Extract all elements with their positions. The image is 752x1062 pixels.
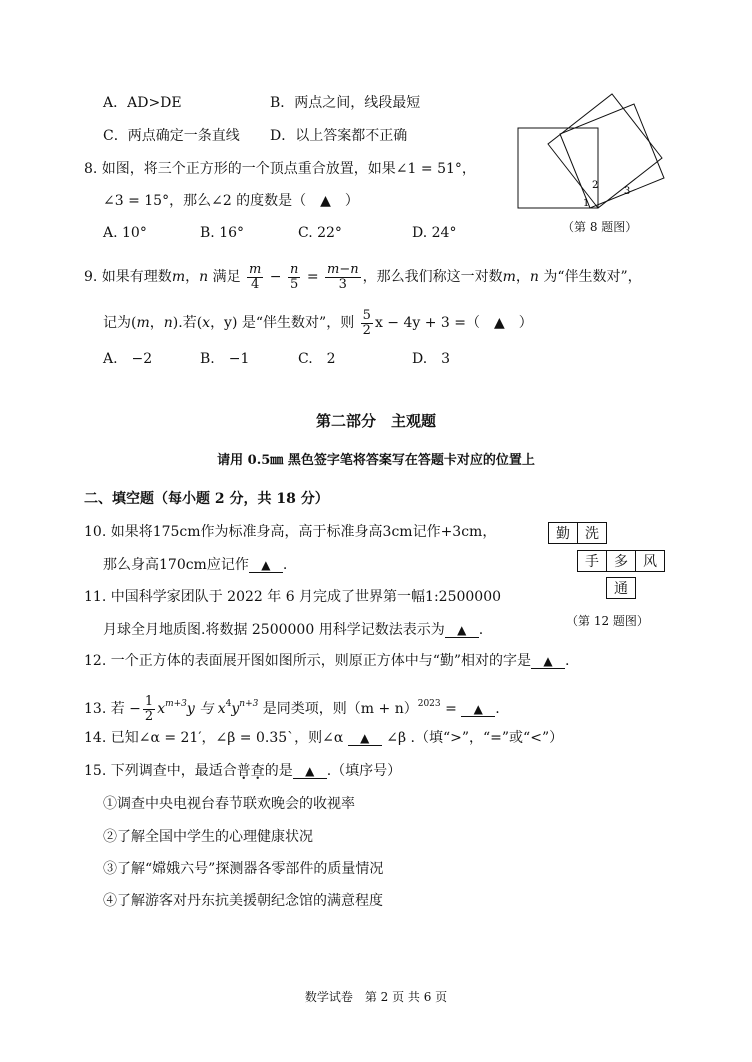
q11-answer-blank: ▲ xyxy=(445,623,479,638)
q14-answer-blank: ▲ xyxy=(348,731,382,746)
q9-stem-line2: 记为(m，n).若(x，y) 是“伴生数对”，则 $\frac{5}{2}$ x − 4y + 3 =（ ▲ ） xyxy=(103,307,533,338)
q8-figure-caption: （第 8 题图） xyxy=(562,220,638,234)
q15-item-3: ③了解“嫦娥六号”探测器各零部件的质量情况 xyxy=(103,861,384,877)
q10-stem-line1: 10. 如果将175cm作为标准身高，高于标准身高3cm记作+3cm， xyxy=(84,524,497,540)
q8-label-2: 2 xyxy=(592,180,599,191)
net-cell: 手 xyxy=(577,550,607,572)
q8-option-c: C. 22° xyxy=(298,225,342,241)
q8-square-1 xyxy=(518,128,598,208)
part2-instruction: 请用 0.5㎜ 黑色签字笔将答案写在答题卡对应的位置上 xyxy=(217,453,535,468)
q13-fraction: $\frac{1}{2}$ xyxy=(144,693,154,724)
q14-stem: 14. 已知∠α = 21′，∠β = 0.35`，则∠α ▲ ∠β .（填“>”，“=”或“<”） xyxy=(84,730,564,746)
q15-stem: 15. 下列调查中，最适合普查的是 ▲ .（填序号） xyxy=(84,763,402,779)
q7-option-d: D．以上答案都不正确 xyxy=(270,128,408,144)
q8-option-b: B. 16° xyxy=(200,225,245,241)
q9-option-b: B. −1 xyxy=(200,351,250,367)
q10-stem-line2: 那么身高170cm应记作 ▲ . xyxy=(103,557,288,573)
net-cell: 通 xyxy=(606,577,636,599)
q9-fraction-1: $\frac{m}{4}$ xyxy=(249,261,262,292)
q9-option-c: C. 2 xyxy=(298,351,336,367)
q8-label-3: 3 xyxy=(624,186,631,197)
q8-label-1: 1 xyxy=(583,198,590,209)
q12-net-figure xyxy=(548,522,658,602)
q13-answer-blank: ▲ xyxy=(461,702,495,717)
q7-option-a: A．AD>DE xyxy=(103,95,182,111)
q9-option-d: D. 3 xyxy=(412,351,451,367)
net-cell: 风 xyxy=(635,550,665,572)
q7-option-c: C．两点确定一条直线 xyxy=(103,128,240,144)
q12-stem: 12. 一个正方体的表面展开图如图所示，则原正方体中与“勤”相对的字是 ▲ . xyxy=(84,653,570,669)
q9-stem-line1: 9. 如果有理数m，n 满足 $\frac{m}{4}$ − $\frac{n}{5}$ = $\frac{m-n}{3}$ ，那么我们称这一对数m，n 为“伴生数对”， xyxy=(84,261,642,292)
q8-option-a: A. 10° xyxy=(103,225,147,241)
q9-fraction-4: $\frac{5}{2}$ xyxy=(362,307,371,338)
q12-answer-blank: ▲ xyxy=(531,654,565,669)
net-cell: 多 xyxy=(606,550,636,572)
net-cell: 勤 xyxy=(548,522,578,544)
q10-answer-blank: ▲ xyxy=(249,558,283,573)
q8-stem-line1: 8. 如图，将三个正方形的一个顶点重合放置，如果∠1 = 51°， xyxy=(84,161,476,177)
net-cell: 洗 xyxy=(577,522,607,544)
page-footer: 数学试卷 第 2 页 共 6 页 xyxy=(304,990,448,1004)
q9-option-a: A. −2 xyxy=(103,351,153,367)
q11-stem-line2: 月球全月地质图.将数据 2500000 用科学记数法表示为 ▲ . xyxy=(103,622,484,638)
q12-figure-caption: （第 12 题图） xyxy=(566,614,649,628)
q9-fraction-2: $\frac{n}{5}$ xyxy=(290,261,299,292)
q15-item-4: ④了解游客对丹东抗美援朝纪念馆的满意程度 xyxy=(103,893,383,909)
q7-option-b: B．两点之间，线段最短 xyxy=(270,95,421,111)
q15-answer-blank: ▲ xyxy=(293,764,327,779)
section-heading: 二、填空题（每小题 2 分，共 18 分） xyxy=(84,491,329,507)
q15-item-2: ②了解全国中学生的心理健康状况 xyxy=(103,829,313,845)
q8-figure xyxy=(512,90,672,220)
q9-fraction-3: $\frac{m-n}{3}$ xyxy=(327,261,359,292)
q8-square-2 xyxy=(548,94,662,208)
part2-title: 第二部分 主观题 xyxy=(315,412,436,430)
q15-item-1: ①调查中央电视台春节联欢晚会的收视率 xyxy=(103,796,355,812)
q11-stem-line1: 11. 中国科学家团队于 2022 年 6 月完成了世界第一幅1:2500000 xyxy=(84,589,502,605)
q13-stem: 13. 若 − $\frac{1}{2}$ $x^{m+3}y$ 与 $x^4y^{n+3}$ 是同类项，则$(m + n)^{2023}$ = ▲ . xyxy=(84,693,500,724)
q8-stem-line2: ∠3 = 15°，那么∠2 的度数是（ ▲ ） xyxy=(103,193,359,209)
q8-square-3 xyxy=(560,104,664,208)
q8-option-d: D. 24° xyxy=(412,225,457,241)
